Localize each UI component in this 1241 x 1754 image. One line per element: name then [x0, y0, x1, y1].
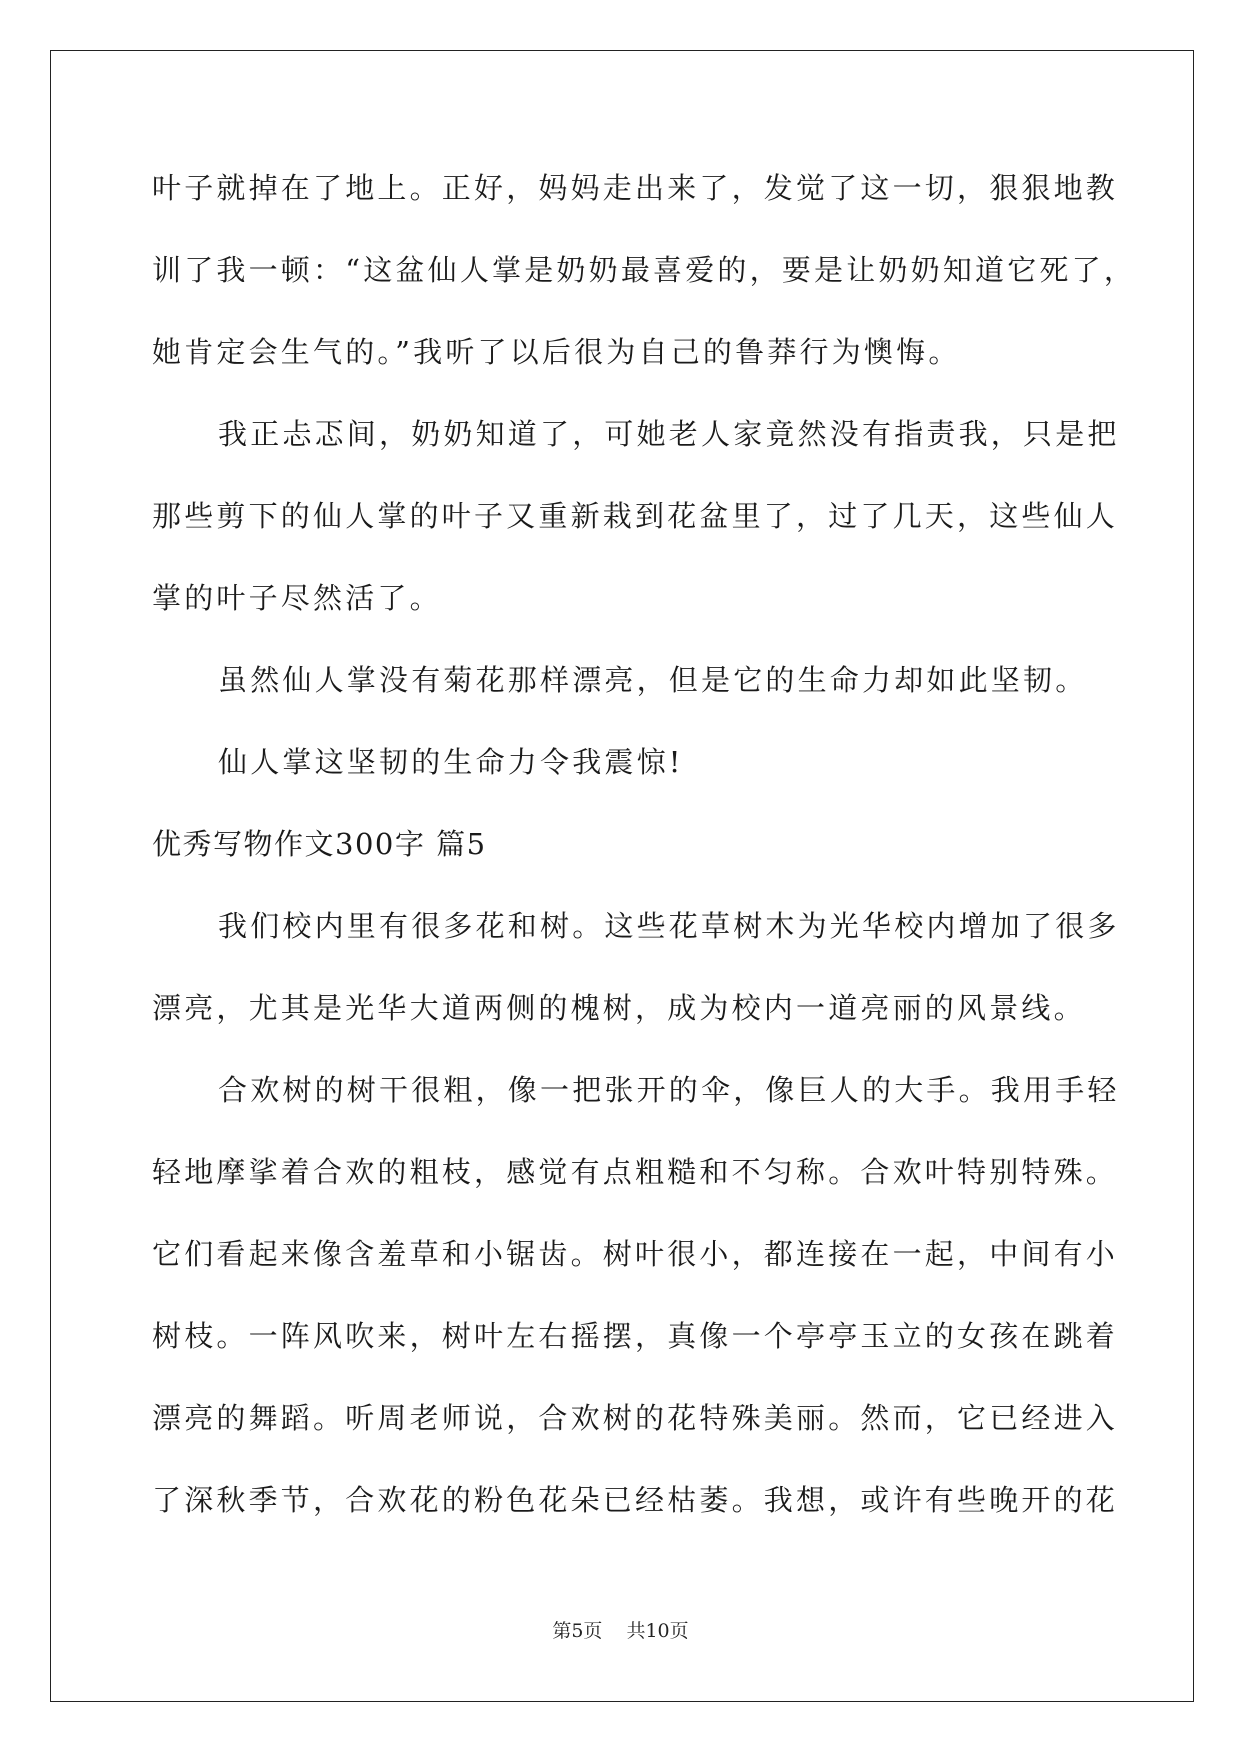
page-number: 第5页 — [552, 1620, 603, 1642]
text-line: 叶子就掉在了地上。正好，妈妈走出来了，发觉了这一切，狠狠地教 — [152, 171, 1119, 205]
text-line: 树枝。一阵风吹来，树叶左右摇摆，真像一个亭亭玉立的女孩在跳着 — [152, 1319, 1119, 1353]
text-line: 虽然仙人掌没有菊花那样漂亮，但是它的生命力却如此坚韧。 — [218, 663, 1088, 697]
document-body — [152, 168, 1137, 1562]
text-line: 合欢树的树干很粗，像一把张开的伞，像巨人的大手。我用手轻 — [218, 1073, 1120, 1107]
text-line: 我正忐忑间，奶奶知道了，可她老人家竟然没有指责我，只是把 — [218, 417, 1120, 451]
text-line: 那些剪下的仙人掌的叶子又重新栽到花盆里了，过了几天，这些仙人 — [152, 499, 1119, 533]
text-line: 我们校内里有很多花和树。这些花草树木为光华校内增加了很多 — [218, 909, 1120, 943]
text-line: 了深秋季节，合欢花的粉色花朵已经枯萎。我想，或许有些晚开的花 — [152, 1483, 1119, 1517]
text-line: 它们看起来像含羞草和小锯齿。树叶很小，都连接在一起，中间有小 — [152, 1237, 1119, 1271]
text-line: 掌的叶子尽然活了。 — [152, 581, 442, 615]
text-line: 轻地摩挲着合欢的粗枝，感觉有点粗糙和不匀称。合欢叶特别特殊。 — [152, 1155, 1119, 1189]
text-line: 漂亮，尤其是光华大道两侧的槐树，成为校内一道亮丽的风景线。 — [152, 991, 1086, 1025]
page-footer — [0, 1616, 1241, 1643]
text-line: 仙人掌这坚韧的生命力令我震惊! — [218, 745, 684, 779]
text-line: 训了我一顿：“这盆仙人掌是奶奶最喜爱的，要是让奶奶知道它死了， — [152, 253, 1137, 287]
page-total: 共10页 — [626, 1620, 689, 1642]
section-heading: 优秀写物作文300字 篇5 — [152, 827, 487, 861]
text-line: 她肯定会生气的。”我听了以后很为自己的鲁莽行为懊悔。 — [152, 335, 961, 369]
text-line: 漂亮的舞蹈。听周老师说，合欢树的花特殊美丽。然而，它已经进入 — [152, 1401, 1119, 1435]
